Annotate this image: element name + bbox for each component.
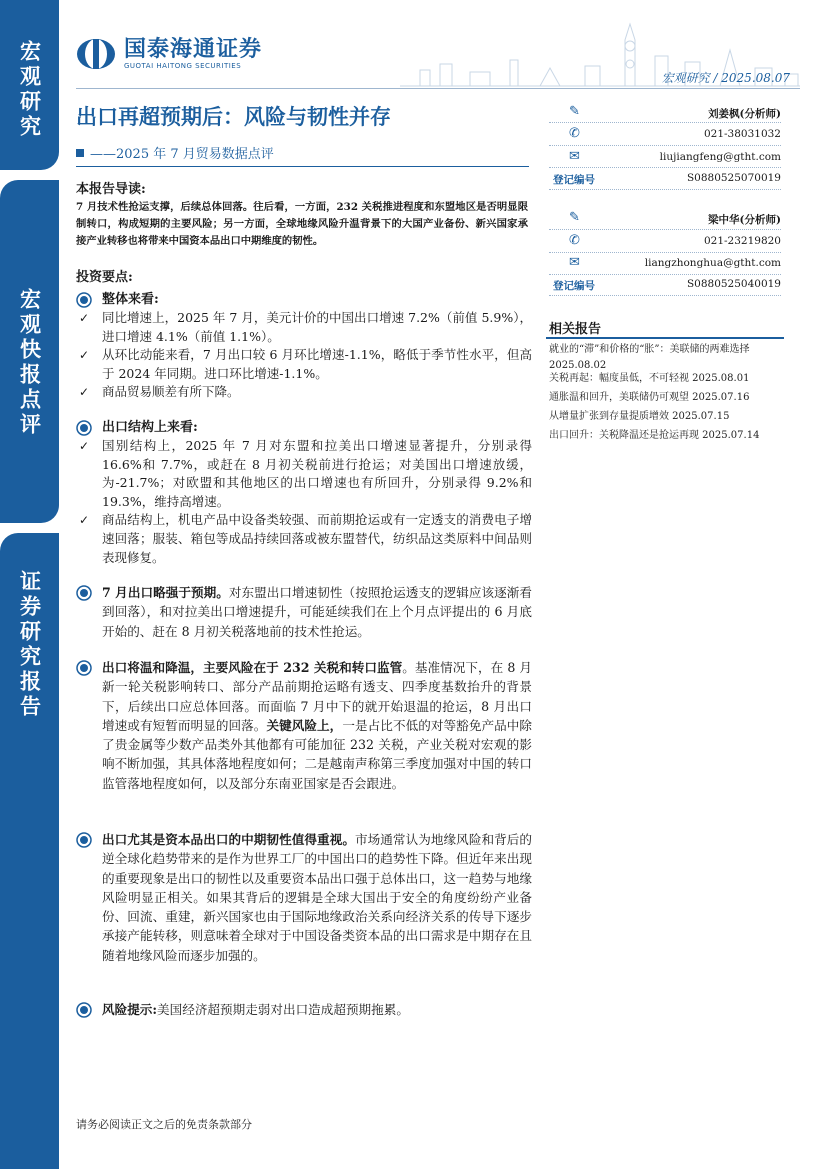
divider — [549, 189, 781, 190]
diamond-bullet-icon — [76, 1002, 92, 1018]
phone-icon: ✆ — [569, 126, 580, 141]
divider — [549, 295, 781, 296]
related-report-link[interactable]: 关税再起：幅度虽低，不可轻视 2025.08.01 — [549, 373, 750, 384]
section-heading — [76, 290, 532, 309]
divider — [549, 274, 781, 275]
investment-heading: 投资要点: — [76, 270, 133, 285]
list-item-text: 国别结构上，2025 年 7 月对东盟和拉美出口增速显著提升，分别录得 16.6%和 7.7%，或赶在 8 月初关税前进行抢运；对美国出口增速放缓，为-21.7%；对欧盟和其他地区的出口增速也有所回升，分别录得 9.2%和 19.3%，维持高增速。 — [102, 438, 532, 509]
divider — [549, 167, 781, 168]
person-icon: ✎ — [569, 104, 580, 119]
company-logo — [76, 38, 262, 70]
guide-heading: 本报告导读: — [76, 182, 146, 197]
mail-icon: ✉ — [569, 255, 580, 270]
reg-number: S0880525040019 — [686, 278, 781, 290]
analyst-name: 梁中华(分析师) — [708, 214, 781, 226]
section-heading-text: 整体来看: — [102, 292, 159, 307]
section-risk — [76, 658, 532, 793]
check-icon: ✓ — [79, 348, 90, 363]
section-overall — [76, 290, 532, 402]
square-bullet-icon — [76, 149, 84, 157]
list-item — [76, 511, 532, 567]
paragraph — [76, 658, 532, 793]
related-report-link[interactable]: 就业的“滞”和价格的“胀”：美联储的两难选择 2025.08.02 — [549, 344, 750, 371]
list-item — [76, 437, 532, 511]
check-icon: ✓ — [79, 439, 90, 453]
list-item-text: 同比增速上，2025 年 7 月，美元计价的中国出口增速 7.2%（前值 5.9%），进口增速 4.1%（前值 1.1%）。 — [102, 310, 532, 344]
section-heading — [76, 418, 532, 437]
paragraph-text: 美国经济超预期走弱对出口造成超预期拖累。 — [157, 1002, 409, 1017]
logo-text-en: GUOTAI HAITONG SECURITIES — [124, 62, 242, 70]
section-midterm — [76, 830, 532, 965]
sidebar-block-category — [0, 0, 59, 170]
divider — [549, 252, 781, 253]
phone-icon: ✆ — [569, 233, 580, 248]
paragraph-text: 对东盟出口增速韧性（按照抢运透支的逻辑应该逐渐看到回落），和对拉美出口增速提升，可能延续我们在上个月点评提出的 6 月底开始的、赶在 8 月初关税落地前的技术性抢运。 — [102, 585, 532, 639]
logo-mark-icon — [76, 38, 116, 70]
analyst-reg-row — [549, 170, 781, 188]
list-item-text: 商品结构上，机电产品中设备类较强、而前期抢运或有一定透支的消费电子增速回落；服装、箱包等成品持续回落或被东盟替代，纺织品这类原料中间品则表现修复。 — [102, 512, 532, 565]
paragraph-lead: 出口将温和降温，主要风险在于 232 关税和转口监管 — [102, 660, 403, 675]
paragraph — [76, 583, 532, 641]
section-structure — [76, 418, 532, 567]
analyst-email[interactable]: liangzhonghua@gtht.com — [644, 257, 781, 269]
analyst-reg-row — [549, 276, 781, 294]
analyst-phone-row — [549, 126, 781, 144]
guide-summary: 7 月技术性抢运支撑，后续总体回落。往后看，一方面，232 关税推进程度和东盟地区是否明显限制转口，构成短期的主要风险；另一方面，全球地缘风险升温背景下的大国产业备份、新兴国家承接产业转移也将带来中国资本品出口中期维度的韧性。 — [76, 201, 528, 247]
check-icon: ✓ — [79, 385, 90, 400]
paragraph-text: 市场通常认为地缘风险和背后的逆全球化趋势带来的是作为世界工厂的中国出口的趋势性下降。但近年来出现的重要现象是出口的韧性以及重要资本品出口强于总体出口，这一趋势与地缘风险明显正相关。如果其背后的逻辑是全球大国出于安全的角度纷纷产业备份、回流、重建，新兴国家也由于国际地缘政治关系向经济关系的传导下逐步承接产能转移，则意味着全球对于中国设备类资本品的出口需求是中期存在且随着地缘风险而逐步加强的。 — [102, 832, 533, 963]
check-icon: ✓ — [79, 513, 90, 528]
sidebar-block-report — [0, 533, 59, 1169]
diamond-bullet-icon — [76, 832, 92, 848]
related-reports-heading: 相关报告 — [549, 322, 602, 337]
reg-label: 登记编号 — [553, 174, 595, 186]
reg-label: 登记编号 — [553, 280, 595, 292]
analyst-email-row[interactable] — [549, 149, 781, 167]
report-subtitle — [76, 143, 274, 162]
list-item — [76, 346, 532, 383]
analyst-phone: 021-23219820 — [703, 235, 781, 247]
list-item-text: 从环比动能来看，7 月出口较 6 月环比增速-1.1%，略低于季节性水平，但高于 2024 年同期。进口环比增速-1.1%。 — [102, 347, 532, 381]
analyst-email-row[interactable] — [549, 255, 781, 273]
diamond-bullet-icon — [76, 292, 92, 308]
paragraph-lead: 风险提示: — [102, 1002, 158, 1017]
check-icon: ✓ — [79, 311, 90, 325]
header-divider — [76, 88, 800, 89]
report-title: 出口再超预期后：风险与韧性并存 — [76, 105, 391, 129]
disclaimer-footer: 请务必阅读正文之后的免责条款部分 — [76, 1118, 252, 1131]
report-category-date: 宏观研究 / 2025.08.07 — [661, 71, 790, 85]
divider — [549, 122, 781, 123]
paragraph-lead: 7 月出口略强于预期。 — [102, 585, 229, 600]
divider — [549, 229, 781, 230]
analyst-name-row — [549, 104, 781, 122]
sidebar — [0, 0, 59, 1169]
sidebar-label: 宏观研究 — [17, 40, 42, 140]
analyst-phone-row — [549, 233, 781, 251]
analyst-name: 刘姜枫(分析师) — [708, 108, 781, 120]
sidebar-label: 宏观快报点评 — [17, 288, 42, 438]
logo-text-cn: 国泰海通证券 — [124, 37, 263, 62]
section-july-export — [76, 583, 532, 641]
related-report-link[interactable]: 出口回升：关税降温还是抢运再现 2025.07.14 — [549, 430, 760, 441]
section-risk-warning — [76, 1000, 532, 1019]
paragraph — [76, 1000, 532, 1019]
analyst-email[interactable]: liujiangfeng@gtht.com — [659, 151, 781, 163]
list-item-text: 商品贸易顺差有所下降。 — [102, 384, 240, 400]
related-divider — [546, 337, 784, 339]
paragraph-text: 一是占比不低的对等豁免产品中除了贵金属等少数产品类外其他都有可能加征 232 关税，产业关税对宏观的影响不断加强，其具体落地程度如何；二是越南声称第三季度加强对中国的转口监管落地程度如何，以及部分东南亚国家是否会跟进。 — [102, 717, 533, 791]
section-heading-text: 出口结构上来看: — [102, 420, 198, 435]
diamond-bullet-icon — [76, 420, 92, 436]
diamond-bullet-icon — [76, 660, 92, 676]
paragraph-lead: 出口尤其是资本品出口的中期韧性值得重视。 — [102, 832, 355, 847]
title-divider — [76, 166, 529, 167]
list-item — [76, 309, 532, 346]
list-item — [76, 383, 532, 402]
related-report-link[interactable]: 通胀温和回升，美联储仍可观望 2025.07.16 — [549, 392, 750, 403]
paragraph-text: 。基准情况下，在 8 月新一轮关税影响转口、部分产品前期抢运略有透支、四季度基数抬升的背景下，后续出口应总体回落。而面临 7 月中下的就开始退温的抢运，8 月出口增速或有短暂而明显的回落。 — [102, 660, 532, 733]
analyst-phone: 021-38031032 — [703, 128, 781, 140]
paragraph — [76, 830, 532, 965]
mail-icon: ✉ — [569, 149, 580, 164]
analyst-name-row — [549, 210, 781, 228]
sidebar-block-type — [0, 180, 59, 523]
reg-number: S0880525070019 — [686, 172, 781, 184]
divider — [549, 145, 781, 146]
paragraph-emphasis: 关键风险上， — [266, 717, 343, 733]
sidebar-label: 证券研究报告 — [17, 570, 42, 720]
diamond-bullet-icon — [76, 585, 92, 601]
related-report-link[interactable]: 从增量扩张到存量提质增效 2025.07.15 — [549, 411, 730, 422]
person-icon: ✎ — [569, 210, 580, 225]
subtitle-text: ——2025 年 7 月贸易数据点评 — [90, 147, 274, 162]
